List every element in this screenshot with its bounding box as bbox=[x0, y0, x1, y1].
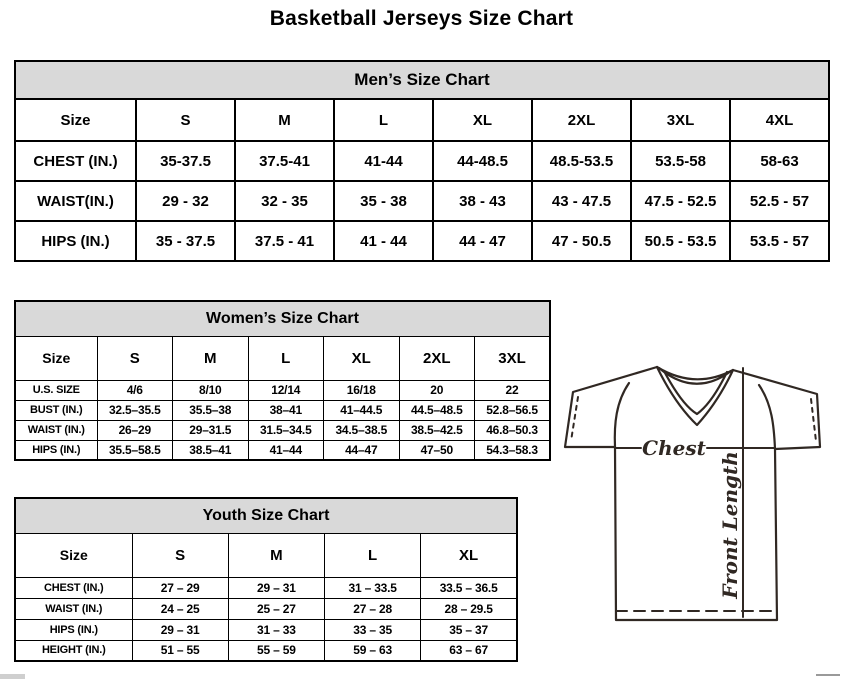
jersey-outline bbox=[565, 367, 820, 620]
cell: 44–47 bbox=[324, 440, 400, 460]
cell: 25 – 27 bbox=[228, 598, 324, 619]
col-header: 4XL bbox=[730, 99, 829, 141]
row-label: WAIST(IN.) bbox=[15, 181, 136, 221]
cell: 31 – 33 bbox=[228, 619, 324, 640]
row-label: CHEST (IN.) bbox=[15, 141, 136, 181]
cell: 47.5 - 52.5 bbox=[631, 181, 730, 221]
column-header-row bbox=[15, 533, 517, 577]
cell: 29–31.5 bbox=[173, 420, 249, 440]
cell: 38 - 43 bbox=[433, 181, 532, 221]
table-row bbox=[15, 577, 517, 598]
col-header: Size bbox=[15, 336, 97, 380]
cell: 27 – 28 bbox=[325, 598, 421, 619]
youth-size-table bbox=[14, 497, 518, 662]
cell: 8/10 bbox=[173, 380, 249, 400]
cell: 35.5–38 bbox=[173, 400, 249, 420]
table-row bbox=[15, 598, 517, 619]
cell: 44-48.5 bbox=[433, 141, 532, 181]
row-label: HIPS (IN.) bbox=[15, 440, 97, 460]
table-row bbox=[15, 440, 550, 460]
cell: 34.5–38.5 bbox=[324, 420, 400, 440]
table-row bbox=[15, 619, 517, 640]
col-header: S bbox=[132, 533, 228, 577]
row-label: HEIGHT (IN.) bbox=[15, 640, 132, 661]
cell: 12/14 bbox=[248, 380, 324, 400]
cell: 29 – 31 bbox=[132, 619, 228, 640]
cell: 38.5–42.5 bbox=[399, 420, 475, 440]
cell: 24 – 25 bbox=[132, 598, 228, 619]
cell: 35.5–58.5 bbox=[97, 440, 173, 460]
row-label: WAIST (IN.) bbox=[15, 420, 97, 440]
cell: 33 – 35 bbox=[325, 619, 421, 640]
cell: 44 - 47 bbox=[433, 221, 532, 261]
cell: 47–50 bbox=[399, 440, 475, 460]
row-label: HIPS (IN.) bbox=[15, 619, 132, 640]
cell: 35 - 38 bbox=[334, 181, 433, 221]
col-header: M bbox=[235, 99, 334, 141]
row-label: BUST (IN.) bbox=[15, 400, 97, 420]
cell: 44.5–48.5 bbox=[399, 400, 475, 420]
cell: 35 - 37.5 bbox=[136, 221, 235, 261]
cell: 32 - 35 bbox=[235, 181, 334, 221]
cell: 58-63 bbox=[730, 141, 829, 181]
cell: 52.5 - 57 bbox=[730, 181, 829, 221]
cell: 4/6 bbox=[97, 380, 173, 400]
col-header: M bbox=[173, 336, 249, 380]
table-title-row bbox=[15, 301, 550, 336]
col-header: S bbox=[97, 336, 173, 380]
col-header: M bbox=[228, 533, 324, 577]
col-header: S bbox=[136, 99, 235, 141]
cell: 35-37.5 bbox=[136, 141, 235, 181]
cell: 47 - 50.5 bbox=[532, 221, 631, 261]
page-title: Basketball Jerseys Size Chart bbox=[269, 7, 574, 30]
cell: 59 – 63 bbox=[325, 640, 421, 661]
cell: 38.5–41 bbox=[173, 440, 249, 460]
cell: 29 - 32 bbox=[136, 181, 235, 221]
col-header: Size bbox=[15, 99, 136, 141]
row-label: HIPS (IN.) bbox=[15, 221, 136, 261]
youth-table-title: Youth Size Chart bbox=[15, 498, 517, 533]
cell: 43 - 47.5 bbox=[532, 181, 631, 221]
cell: 20 bbox=[399, 380, 475, 400]
table-row bbox=[15, 141, 829, 181]
cell: 22 bbox=[475, 380, 551, 400]
col-header: L bbox=[248, 336, 324, 380]
col-header: L bbox=[325, 533, 421, 577]
cell: 46.8–50.3 bbox=[475, 420, 551, 440]
womens-size-table bbox=[14, 300, 551, 461]
scrollbar-fragment-left bbox=[0, 674, 25, 679]
cell: 27 – 29 bbox=[132, 577, 228, 598]
row-label: U.S. SIZE bbox=[15, 380, 97, 400]
chest-label: Chest bbox=[642, 436, 706, 460]
col-header: L bbox=[334, 99, 433, 141]
cell: 32.5–35.5 bbox=[97, 400, 173, 420]
cell: 41–44.5 bbox=[324, 400, 400, 420]
col-header: XL bbox=[421, 533, 517, 577]
cell: 50.5 - 53.5 bbox=[631, 221, 730, 261]
column-header-row bbox=[15, 336, 550, 380]
table-row bbox=[15, 420, 550, 440]
col-header: 3XL bbox=[475, 336, 551, 380]
table-row bbox=[15, 380, 550, 400]
armhole-seam-left bbox=[615, 383, 629, 447]
cell: 41-44 bbox=[334, 141, 433, 181]
cell: 53.5 - 57 bbox=[730, 221, 829, 261]
cell: 31.5–34.5 bbox=[248, 420, 324, 440]
cell: 26–29 bbox=[97, 420, 173, 440]
col-header: 2XL bbox=[399, 336, 475, 380]
front-length-label: Front Length bbox=[718, 451, 742, 599]
cell: 41–44 bbox=[248, 440, 324, 460]
cell: 41 - 44 bbox=[334, 221, 433, 261]
cell: 29 – 31 bbox=[228, 577, 324, 598]
cell: 31 – 33.5 bbox=[325, 577, 421, 598]
cell: 37.5-41 bbox=[235, 141, 334, 181]
cell: 28 – 29.5 bbox=[421, 598, 517, 619]
cell: 54.3–58.3 bbox=[475, 440, 551, 460]
cuff-dashed-right bbox=[811, 399, 816, 441]
cell: 53.5-58 bbox=[631, 141, 730, 181]
table-title-row bbox=[15, 61, 829, 99]
mens-size-table bbox=[14, 60, 830, 262]
cell: 63 – 67 bbox=[421, 640, 517, 661]
cell: 35 – 37 bbox=[421, 619, 517, 640]
table-title-row bbox=[15, 498, 517, 533]
table-row bbox=[15, 221, 829, 261]
column-header-row bbox=[15, 99, 829, 141]
col-header: XL bbox=[433, 99, 532, 141]
col-header: 3XL bbox=[631, 99, 730, 141]
row-label: WAIST (IN.) bbox=[15, 598, 132, 619]
cell: 51 – 55 bbox=[132, 640, 228, 661]
col-header: 2XL bbox=[532, 99, 631, 141]
col-header: XL bbox=[324, 336, 400, 380]
cell: 37.5 - 41 bbox=[235, 221, 334, 261]
cell: 52.8–56.5 bbox=[475, 400, 551, 420]
mens-table-title: Men’s Size Chart bbox=[15, 61, 829, 99]
table-row bbox=[15, 640, 517, 661]
scrollbar-fragment-right bbox=[816, 674, 840, 676]
table-row bbox=[15, 181, 829, 221]
armhole-seam-right bbox=[759, 385, 775, 449]
col-header: Size bbox=[15, 533, 132, 577]
table-row bbox=[15, 400, 550, 420]
jersey-measurement-diagram bbox=[556, 360, 832, 628]
cell: 38–41 bbox=[248, 400, 324, 420]
row-label: CHEST (IN.) bbox=[15, 577, 132, 598]
cell: 16/18 bbox=[324, 380, 400, 400]
cell: 48.5-53.5 bbox=[532, 141, 631, 181]
cell: 33.5 – 36.5 bbox=[421, 577, 517, 598]
cell: 55 – 59 bbox=[228, 640, 324, 661]
womens-table-title: Women’s Size Chart bbox=[15, 301, 550, 336]
